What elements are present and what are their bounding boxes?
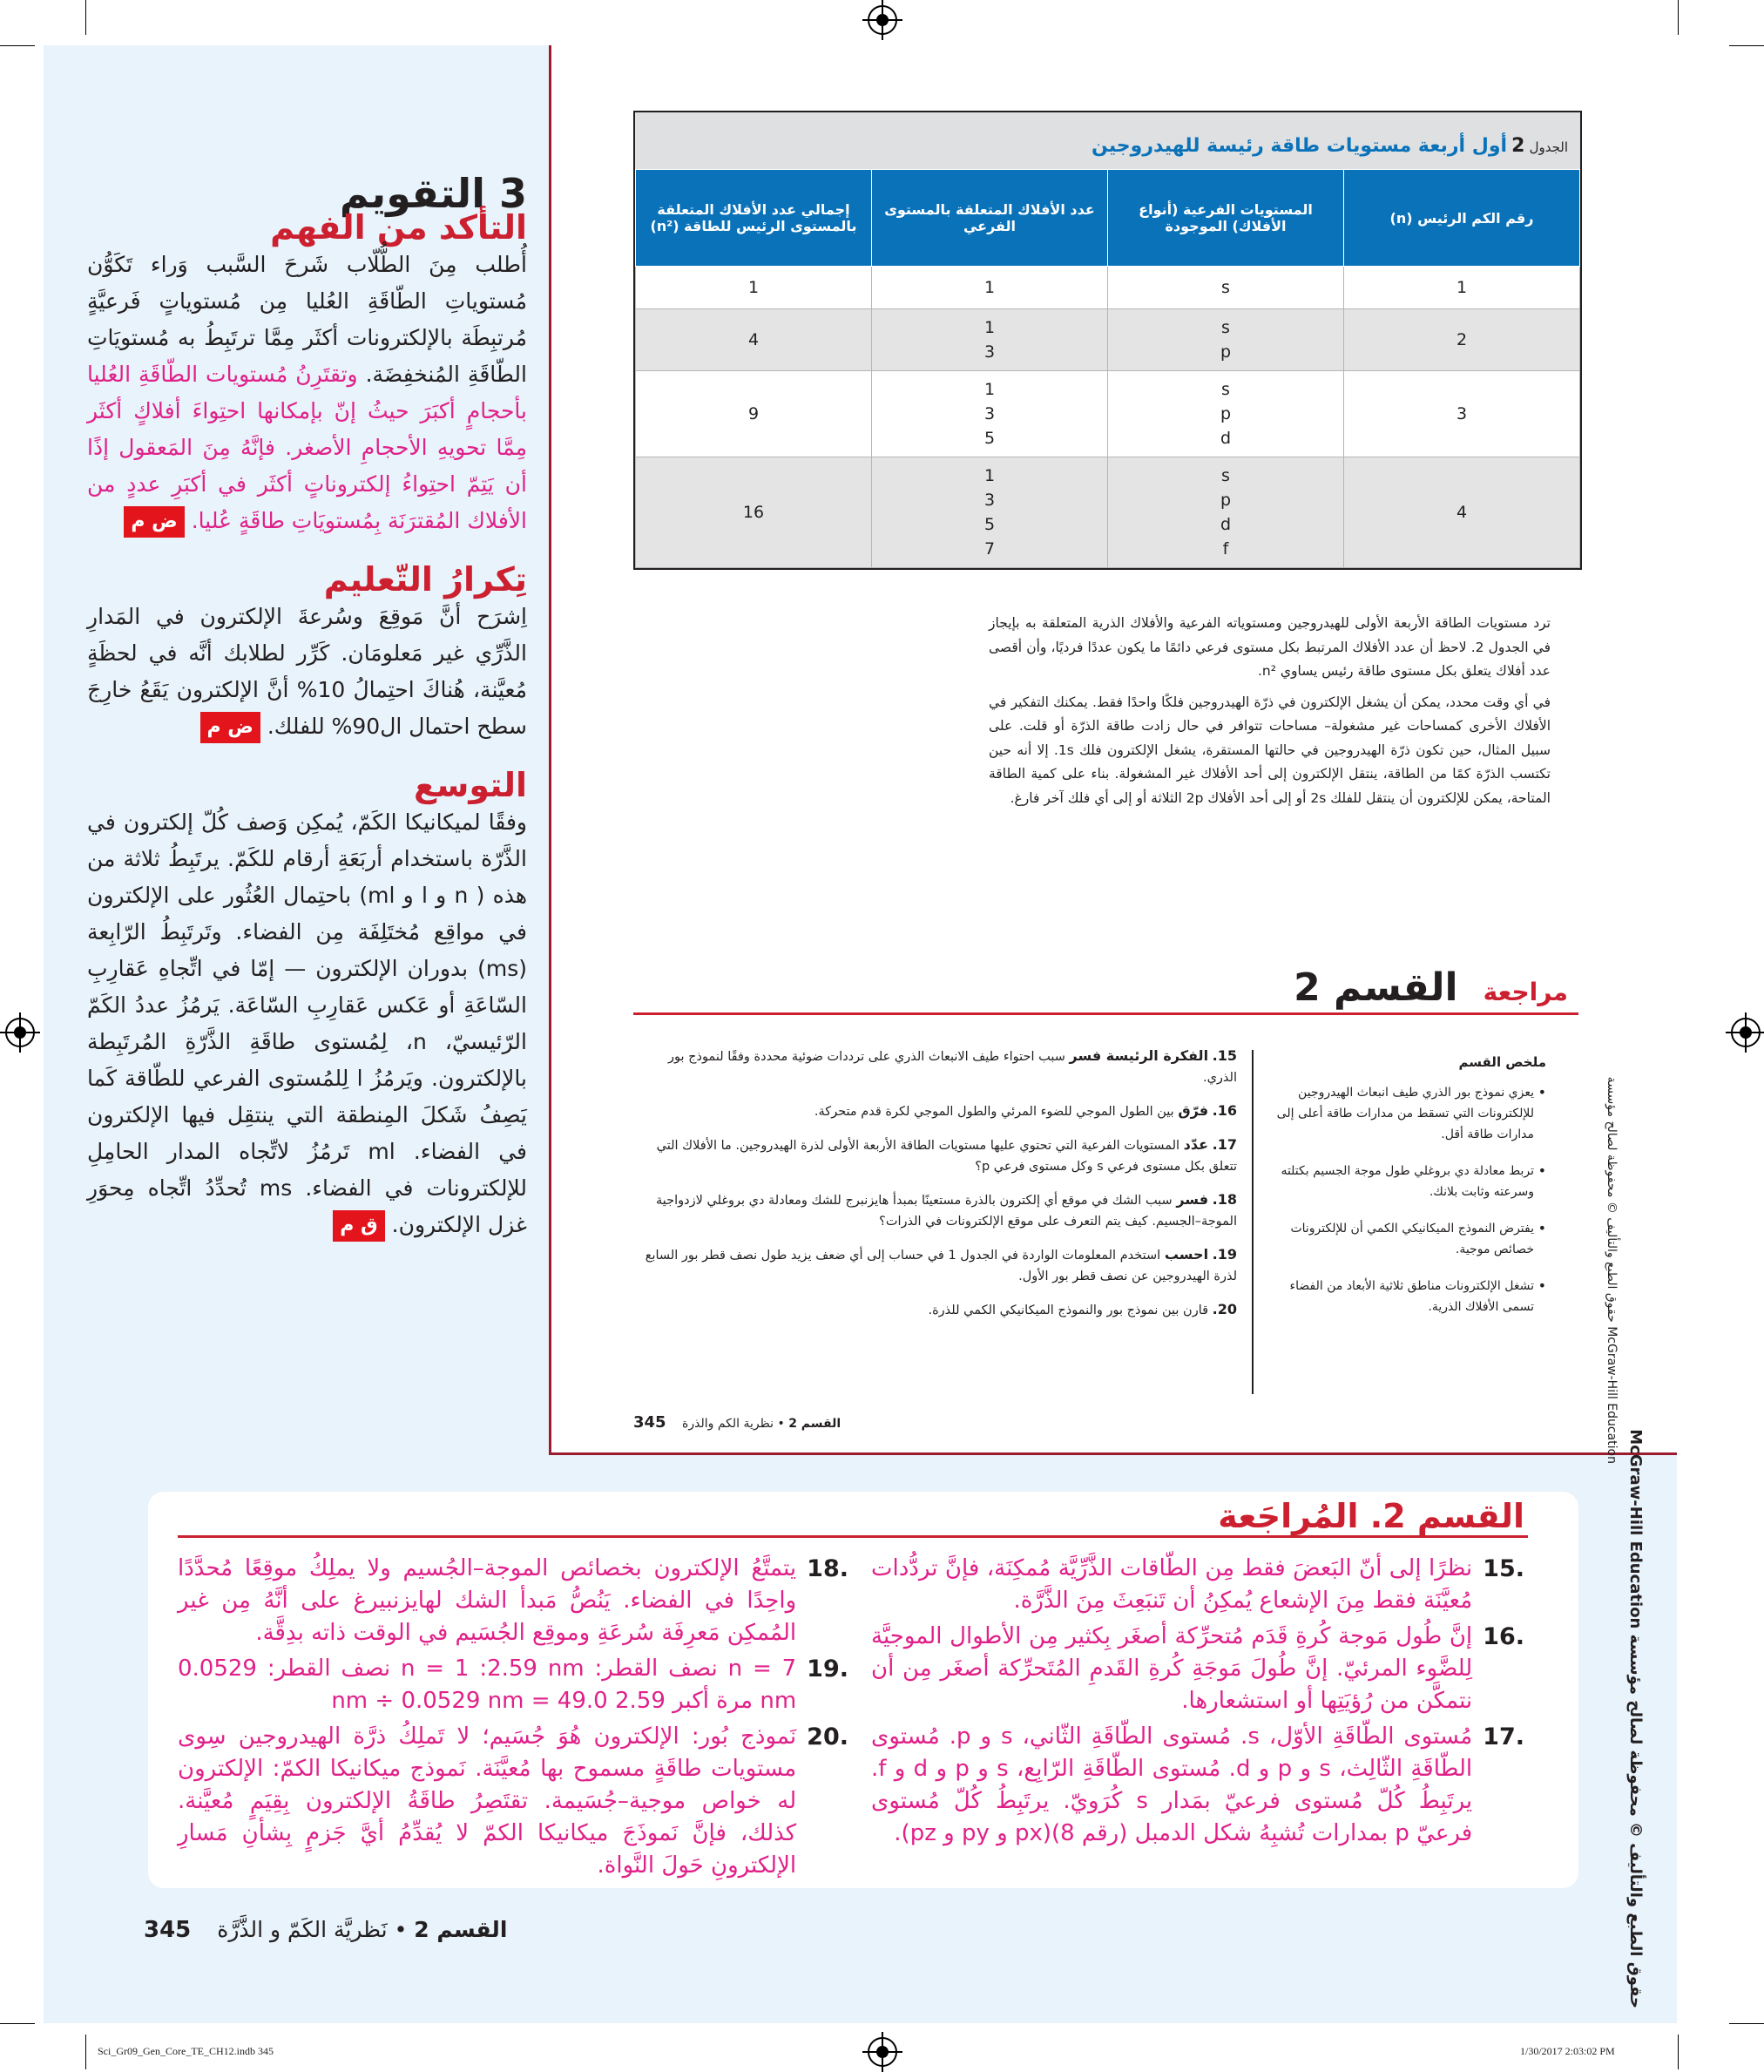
crop-mark	[1678, 0, 1679, 35]
table-row: 4 s p d f 1 3 5 7 16	[636, 457, 1580, 568]
vertical-credit: حقوق الطبع والتأليف © محفوظة لصالح مؤسسة McGraw-Hill Education	[1626, 1429, 1645, 2008]
slug-file: Sci_Gr09_Gen_Core_TE_CH12.indb 345	[98, 2045, 274, 2057]
crop-mark	[0, 45, 35, 46]
answer-item: .18 يتمتَّعُ الإلكترون بخصائص الموجة–الجُسيم ولا يملِكُ موقِعًا مُحدَّدًا واحِدًا في الفضاء. يَنُصُّ مَبدأ الشك لهايزنبيرغ على أنَّهُ مِن غير المُمكِن مَعرِفَة سُرعَةِ وموقِع الجُسَيم في الوقت ذاته بدِقَّة.	[178, 1555, 848, 1646]
table-header: عدد الأفلاك المتعلقة بالمستوى الفرعي	[872, 170, 1108, 267]
level-badge: ق م	[333, 1210, 384, 1242]
review-questions	[633, 1046, 1237, 1333]
answer-item: .19 n = 7 نصف القطر: n = 1 :2.59 nm نصف القطر: 0.0529 nm مرة أكبر 2.59 nm ÷ 0.0529 nm = 49.0	[178, 1656, 848, 1714]
review-question: 20. قارن بين نموذج بور والنموذج الميكانيكي الكمي للذرة.	[928, 1301, 1237, 1317]
sidebar	[87, 170, 527, 1243]
page-footer: القسم 2 • نَظريَّة الكَمّ و الذَّرَّة 345	[144, 1917, 508, 1943]
review-rule	[633, 1012, 1578, 1015]
check-heading: التأكد من الفهم	[270, 208, 527, 247]
summary-title: ملخص القسم	[1458, 1054, 1546, 1070]
extension-heading: التوسع	[414, 766, 527, 804]
crop-mark	[1729, 45, 1764, 46]
level-badge: ض م	[124, 506, 184, 538]
answer-item: .15 نظرًا إلى أنّ البَعضَ فقط مِن الطّاقات الذَّرِّيَّة مُمكِنَة، فإنَّ تردُّدات مُعيَّنَة فقط مِنَ الإشعاع يُمكِنُ أن تَنبَعِثَ مِنَ الذَّرَّة.	[871, 1555, 1524, 1614]
summary-item: • يفترض النموذج الميكانيكي الكمي أن للإلكترونات خصائص موجية.	[1272, 1218, 1546, 1260]
review-label: مراجعة	[1483, 978, 1568, 1006]
review-question: 19. احسب استخدم المعلومات الواردة في الجدول 1 في حساب إلى أي ضعف يزيد طول نصف قطر بور السابع لذرة الهيدروجين عن نصف قطر بور الأول.	[645, 1246, 1237, 1283]
crop-mark	[0, 2023, 35, 2024]
summary-item: • تربط معادلة دي بروغلي طول موجة الجسيم بكتلته وسرعته وثابت بلانك.	[1272, 1161, 1546, 1202]
crop-mark	[85, 0, 86, 35]
column-divider	[1252, 1050, 1254, 1394]
review-section: القسم 2	[1294, 965, 1458, 1010]
answers-rule	[178, 1535, 1528, 1538]
table-header: المستويات الفرعية (أنواع الأفلاك) الموجودة	[1108, 170, 1344, 267]
answer-item: .20 نَموذج بُور: الإلكترون هُوَ جُسَيم؛ لا تَملِكُ ذرَّة الهيدروجين سِوى مستويات طاقَةٍ مسموح بها مُعيَّنَة. نَموذج ميكانيكا الكمّ: الإلكترون له خواص موجية–جُسَيمة. تقتَصِرُ طاقَةُ الإلكترون بِقِيَمٍ مُعيَّنة. كذلك، فإنَّ نَموذَجَ ميكانيكا الكمّ لا يُقدِّمُ أيَّ جَزمٍ بِشأنِ مَسارِ الإلكترونِ حَولَ النَّواة.	[178, 1723, 848, 1879]
energy-levels-table	[635, 169, 1580, 568]
registration-mark-icon	[5, 1018, 35, 1047]
answers-left-column	[178, 1553, 848, 1886]
answer-item: .17 مُستوى الطّاقَةِ الأوّل، s. مُستوى الطّاقَةِ الثّاني، s و p. مُستوى الطّاقَةِ الثّالِث، s و p و d. مُستوى الطّاقَةِ الرّابِع، s و p و d و f. يرتَبِطُ كُلّ مُستوى فرعيّ بمَدار s كُرَويّ. يرتَبِطُ كُلّ مُستوى فرعيّ p بمدارات تُشبِهُ شكل الدمبل (رقم 8)(px و py و pz).	[871, 1723, 1524, 1846]
table-row: 1 s 1 1	[636, 267, 1580, 309]
summary-item: • يعزي نموذج بور الذري طيف انبعاث الهيدروجين للإلكترونات التي تسقط من مدارات طاقة أعلى إلى مدارات طاقة أقل.	[1272, 1082, 1546, 1145]
table-header: رقم الكم الرئيس (n)	[1344, 170, 1580, 267]
slug-date: 1/30/2017 2:03:02 PM	[1520, 2045, 1615, 2057]
review-question: 17. عدّد المستويات الفرعية التي تحتوي عليها مستويات الطاقة الأربعة الأولى لذرة الهيدروجين. ما الأفلاك التي تتعلق بكل مستوى فرعي s وكل مستوى فرعي p؟	[656, 1136, 1237, 1174]
extension-text: وفقًا لميكانيكا الكَمّ، يُمكِن وَصف كُلّ إلكترون في الذَّرّة باستخدام أربَعَةِ أرقام للكَمّ. يرتَبِطُ ثلاثة من هذه ( n و l و ml) باحتِمال العُثُور على الإلكترون في مواقِع مُختَلِفَة مِن الفضاء. وتَرتَبِطُ الرّابِعة (ms) بدوران الإلكترون — إمّا في اتِّجاهِ عَقارِبِ السّاعَةِ أو عَكس عَقارِبِ السّاعَة. يَرمُزُ عددُ الكَمّ الرّئيسيّ، n، لِمُستوى طاقَةِ الذَّرّةِ المُرتَبِطة بالإلكترون. ويَرمُزُ l لِلمُستوى الفرعي للطّاقة كَما يَصِفُ شَكلَ المِنطقة التي ينتقِل فيها الإلكترون في الفضاء. ml تَرمُزُ لاتِّجاه المدار الحامِلِ للإلكترونات في الفضاء. ms تُحدِّدُ اتِّجاه مِحوَرِ غزل الإلكترون. ق م	[87, 804, 527, 1243]
crop-mark	[85, 2035, 86, 2069]
paragraph: ترد مستويات الطاقة الأربعة الأولى للهيدروجين ومستوياته الفرعية والأفلاك الذرية المتعلقة به بإيجاز في الجدول 2. لاحظ أن عدد الأفلاك المرتبط بكل مستوى فرعي دائمًا ما يكون عددًا فرديًا، وأن أقصى عدد أفلاك يتعلق بكل مستوى طاقة رئيس يساوي n².	[989, 615, 1551, 679]
student-footer: القسم 2 • نظرية الكم والذرة 345	[633, 1413, 841, 1432]
registration-mark-icon	[868, 5, 897, 35]
reteach-heading: تِكرارُ التّعليم	[323, 560, 527, 599]
paragraph: في أي وقت محدد، يمكن أن يشغل الإلكترون في ذرّة الهيدروجين فلكًا واحدًا فقط. يمكنك التفكير في الأفلاك الأخرى كمساحات غير مشغولة– مساحات تتوافر في حال زادت طاقة الذرّة أو قلت. على سبيل المثال، حين تكون ذرّة الهيدروجين في حالتها المستقرة، يشغل الإلكترون فلك 1s. إلا أنه حين تكتسب الذرّة كمًا من الطاقة، ينتقل الإلكترون إلى أحد الأفلاك غير المشغولة. بناء على كمية الطاقة المتاحة، يمكن للإلكترون أن ينتقل للفلك 2s أو إلى أحد الأفلاك 2p الثلاثة أو إلى أي فلك آخر فارغ.	[989, 694, 1551, 806]
review-question: 18. فسر سبب الشك في موقع أي إلكترون بالذرة مستعينًا بمبدأ هايزنبرج للشك ومعادلة دي بروغلي لازدواجية الموجة–الجسيم. كيف يتم التعرف على موقع الإلكترونات في الذرات؟	[656, 1191, 1237, 1229]
level-badge: ض م	[200, 712, 260, 743]
vertical-credit: McGraw-Hill Education حقوق الطبع والتأليف © محفوظة لصالح مؤسسة	[1605, 1076, 1619, 1464]
student-page-border-left	[549, 45, 551, 1455]
student-page-border-bottom	[549, 1452, 1677, 1455]
registration-mark-icon	[1731, 1018, 1761, 1047]
table-row: 3 s p d 1 3 5 9	[636, 371, 1580, 457]
registration-mark-icon	[868, 2037, 897, 2067]
table-row: 2 s p 1 3 4	[636, 309, 1580, 371]
crop-mark	[1729, 2023, 1764, 2024]
answers-right-column	[871, 1553, 1524, 1853]
section-summary	[1272, 1054, 1546, 1333]
answer-item: .16 إنَّ طُول مَوجة كُرةِ قَدَم مُتحرِّكة أصغَر بِكثير مِن الأطوال الموجيَّة لِلضَّوء المرئيّ. إنَّ طُولَ مَوجَةِ كُرةِ القَدمِ المُتَحرِّكة أصغَر مِن أن نتمكَّن من رُؤيَتِها أو استشعارها.	[871, 1623, 1524, 1714]
assessment-title: 3 التقويم	[339, 170, 527, 217]
review-header	[1132, 965, 1568, 1010]
summary-item: • تشغل الإلكترونات مناطق ثلاثية الأبعاد من الفضاء تسمى الأفلاك الذرية.	[1272, 1276, 1546, 1317]
table-header: إجمالي عدد الأفلاك المتعلقة بالمستوى الرئيس للطاقة (n²)	[636, 170, 872, 267]
reteach-text: اِشرَح أنَّ مَوقِعَ وسُرعةَ الإلكترون في المَدارِ الذَّرِّي غير مَعلومَان. كَرِّر لطلابك أنَّه في لحظَةٍ مُعيَّنة، هُناكَ احتِمالُ 10% أنَّ الإلكترون يَقَعُ خارِجَ سطح احتمال ال90% للفلك. ض م	[87, 599, 527, 745]
check-text: أُطلب مِنَ الطُّلّاب شَرحَ السَّبب وَراء تَكَوُّن مُستوياتِ الطّاقَةِ العُليا مِن مُستوياتٍ فَرعيَّةٍ مُرتبِطَة بالإلكترونات أكثَر مِمَّا ترتَبِطُ به مُستويَاتِ الطّاقَةِ المُنخفِضَة. وتقتَرِنُ مُستويات الطّاقَةِ العُليا بأحجامٍ أكبَرَ حيثُ إنّ بإمكانها احتِواءَ أفلاكٍ أكثَر مِمَّا تحويهِ الأحجامِ الأصغر. فإنَّهُ مِنَ المَعقول إذًا أن يَتِمّ احتِواءُ إلكتروناتٍ أكثَر في أكبَرِ عددٍ من الأفلاك المُقترَنَة بِمُستويَاتِ طاقَةٍ عُليا. ض م	[87, 247, 527, 539]
answers-title: القسم 2. المُراجَعة	[1218, 1497, 1524, 1535]
review-question: 16. فرّق بين الطول الموجي للضوء المرئي والطول الموجي لكرة قدم متحركة.	[814, 1102, 1237, 1119]
crop-mark	[1678, 2035, 1679, 2069]
review-question: 15. الفكرة الرئيسة فسر سبب احتواء طيف الانبعاث الذري على ترددات ضوئية محددة وفقًا لنموذج بور الذري.	[667, 1047, 1237, 1085]
table-2	[633, 111, 1582, 570]
student-paragraphs	[989, 612, 1551, 810]
table-caption: الجدول 2 أول أربعة مستويات طاقة رئيسة للهيدروجين	[1092, 135, 1568, 157]
